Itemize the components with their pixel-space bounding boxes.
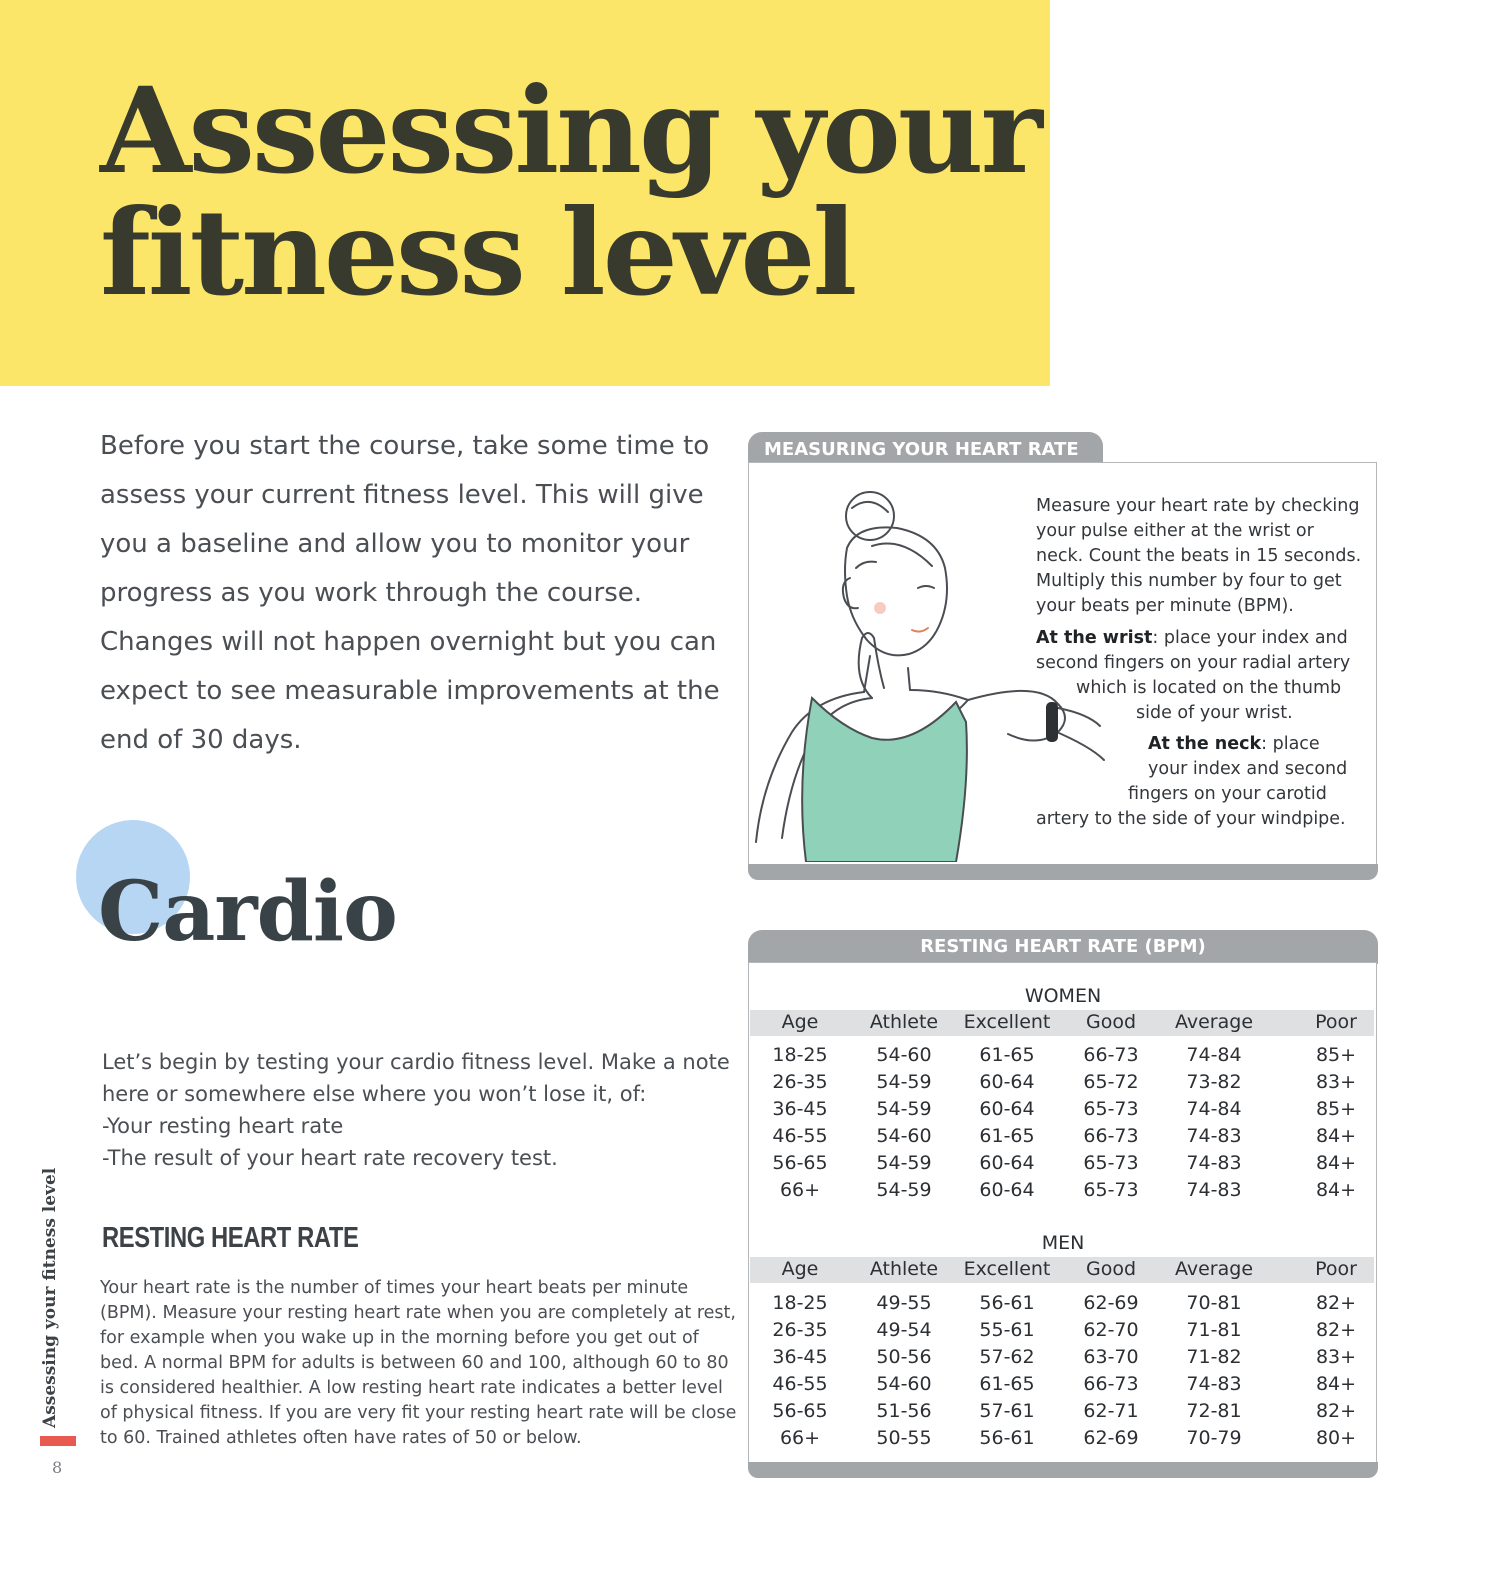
table-cell: 84+ — [1315, 1152, 1357, 1174]
cardio-intro-line: -The result of your heart rate recovery test. — [102, 1146, 558, 1170]
table-cell: 82+ — [1315, 1292, 1357, 1314]
table-cell: 61-65 — [979, 1373, 1035, 1395]
table-cell: 60-64 — [979, 1179, 1035, 1201]
table-cell: 74-83 — [1186, 1179, 1242, 1201]
table-cell: 84+ — [1315, 1179, 1357, 1201]
table-cell: 26-35 — [772, 1319, 828, 1341]
table-cell: 54-60 — [876, 1373, 932, 1395]
column-header: Average — [1174, 1258, 1254, 1280]
column-header: Good — [1085, 1011, 1137, 1033]
table-cell: 66-73 — [1083, 1125, 1139, 1147]
table-cell: 54-59 — [876, 1179, 932, 1201]
cardio-intro-line: here or somewhere else where you won’t lose it, of: — [102, 1082, 647, 1106]
table-cell: 65-73 — [1083, 1098, 1139, 1120]
table-cell: 26-35 — [772, 1071, 828, 1093]
column-header: Athlete — [869, 1258, 939, 1280]
table-cell: 82+ — [1315, 1400, 1357, 1422]
table-cell: 61-65 — [979, 1125, 1035, 1147]
table-cell: 82+ — [1315, 1319, 1357, 1341]
table-cell: 54-59 — [876, 1071, 932, 1093]
measure-line: Multiply this number by four to get — [1036, 571, 1342, 591]
table-cell: 49-55 — [876, 1292, 932, 1314]
column-header: Excellent — [963, 1258, 1051, 1280]
table-cell: 84+ — [1315, 1373, 1357, 1395]
measure-line: your pulse either at the wrist or — [1036, 521, 1314, 541]
table-cell: 57-61 — [979, 1400, 1035, 1422]
table-cell: 56-65 — [772, 1152, 828, 1174]
column-header: Age — [781, 1011, 819, 1033]
wrist-label: At the wrist — [1036, 628, 1153, 648]
table-title: RESTING HEART RATE (BPM) — [748, 930, 1378, 964]
intro-paragraph: Before you start the course, take some time to assess your current fitness level. This will give you a baseline and allow you to monitor your progress as you work through the course. Changes will not happen overnight but you can expect to see measurable improvements at the end of 30 days. — [100, 431, 720, 755]
table-cell: 54-59 — [876, 1152, 932, 1174]
table-cell: 83+ — [1315, 1071, 1357, 1093]
column-header: Age — [781, 1258, 819, 1280]
table-cell: 66-73 — [1083, 1373, 1139, 1395]
measure-line: your beats per minute (BPM). — [1036, 596, 1294, 616]
table-cell: 74-84 — [1186, 1098, 1242, 1120]
wrist-line: second fingers on your radial artery — [1036, 653, 1351, 673]
resting-heart-rate-body: Your heart rate is the number of times your heart beats per minute (BPM). Measure your resting heart rate when you are completely at rest, for example when you wake up in the morning before you get out of bed. A normal BPM for adults is between 60 and 100, although 60 to 80 is considered healthier. A low resting heart rate indicates a better level of physical fitness. If you are very fit your resting heart rate will be close to 60. Trained athletes often have rates of 50 or below. — [100, 1278, 737, 1448]
wrist-line: which is located on the thumb — [1076, 678, 1342, 698]
table-cell: 74-83 — [1186, 1152, 1242, 1174]
column-header: Athlete — [869, 1011, 939, 1033]
table-cell: 56-61 — [979, 1292, 1035, 1314]
neck-line: : place — [1261, 734, 1320, 754]
table-cell: 36-45 — [772, 1098, 828, 1120]
table-cell: 54-60 — [876, 1125, 932, 1147]
column-header: Excellent — [963, 1011, 1051, 1033]
table-cell: 46-55 — [772, 1125, 828, 1147]
neck-line: artery to the side of your windpipe. — [1036, 809, 1346, 829]
table-cell: 62-69 — [1083, 1427, 1139, 1449]
measure-box-title: MEASURING YOUR HEART RATE — [748, 432, 1103, 464]
table-footer — [748, 1462, 1378, 1478]
table-cell: 74-84 — [1186, 1044, 1242, 1066]
neck-line: fingers on your carotid — [1128, 784, 1327, 804]
table-cell: 65-72 — [1083, 1071, 1139, 1093]
column-header: Average — [1174, 1011, 1254, 1033]
table-cell: 18-25 — [772, 1044, 828, 1066]
table-cell: 80+ — [1315, 1427, 1357, 1449]
page-title — [100, 61, 1040, 322]
table-cell: 85+ — [1315, 1044, 1357, 1066]
measure-line: Measure your heart rate by checking — [1036, 496, 1360, 516]
cardio-intro-line: Let’s begin by testing your cardio fitness level. Make a note — [102, 1050, 730, 1074]
table-cell: 62-70 — [1083, 1319, 1139, 1341]
side-running-label: Assessing your fitness level — [40, 1167, 60, 1428]
neck-label: At the neck — [1148, 734, 1262, 754]
table-cell: 51-56 — [876, 1400, 932, 1422]
women-label: WOMEN — [1024, 985, 1102, 1007]
table-cell: 46-55 — [772, 1373, 828, 1395]
table-cell: 56-65 — [772, 1400, 828, 1422]
table-cell: 62-69 — [1083, 1292, 1139, 1314]
table-cell: 65-73 — [1083, 1152, 1139, 1174]
cardio-heading: Cardio — [98, 864, 397, 960]
resting-heart-rate-heading: RESTING HEART RATE — [102, 1222, 359, 1254]
neck-line: your index and second — [1148, 759, 1348, 779]
table-cell: 50-55 — [876, 1427, 932, 1449]
wrist-line: side of your wrist. — [1136, 703, 1293, 723]
table-cell: 18-25 — [772, 1292, 828, 1314]
table-cell: 36-45 — [772, 1346, 828, 1368]
table-cell: 66+ — [779, 1427, 821, 1449]
table-cell: 60-64 — [979, 1071, 1035, 1093]
table-cell: 60-64 — [979, 1098, 1035, 1120]
page-number: 8 — [52, 1458, 63, 1477]
table-cell: 54-60 — [876, 1044, 932, 1066]
table-cell: 66-73 — [1083, 1044, 1139, 1066]
column-header: Poor — [1315, 1258, 1357, 1280]
table-cell: 65-73 — [1083, 1179, 1139, 1201]
table-cell: 60-64 — [979, 1152, 1035, 1174]
table-cell: 62-71 — [1083, 1400, 1139, 1422]
table-cell: 66+ — [779, 1179, 821, 1201]
table-cell: 63-70 — [1083, 1346, 1139, 1368]
table-cell: 74-83 — [1186, 1125, 1242, 1147]
table-cell: 70-79 — [1186, 1427, 1242, 1449]
table-cell: 61-65 — [979, 1044, 1035, 1066]
side-accent-bar — [40, 1436, 76, 1446]
measure-box-footer — [748, 864, 1378, 880]
neck-instructions — [1148, 732, 1320, 757]
men-label: MEN — [1041, 1232, 1085, 1254]
table-cell: 85+ — [1315, 1098, 1357, 1120]
table-cell: 55-61 — [979, 1319, 1035, 1341]
table-cell: 73-82 — [1186, 1071, 1242, 1093]
cardio-intro-line: -Your resting heart rate — [102, 1114, 344, 1138]
column-header: Poor — [1315, 1011, 1357, 1033]
cardio-intro — [102, 1046, 742, 1174]
table-cell: 83+ — [1315, 1346, 1357, 1368]
table-cell: 54-59 — [876, 1098, 932, 1120]
table-cell: 49-54 — [876, 1319, 932, 1341]
table-cell: 70-81 — [1186, 1292, 1242, 1314]
table-cell: 57-62 — [979, 1346, 1035, 1368]
wrist-instructions — [1036, 626, 1350, 676]
measure-text-block — [1036, 494, 1361, 619]
page-title-line1: Assessing your — [100, 61, 1040, 200]
table-cell: 50-56 — [876, 1346, 932, 1368]
measure-line: neck. Count the beats in 15 seconds. — [1036, 546, 1362, 566]
wrist-line: : place your index and — [1152, 628, 1348, 648]
table-cell: 71-82 — [1186, 1346, 1242, 1368]
page-title-line2: fitness level — [100, 183, 855, 322]
table-cell: 56-61 — [979, 1427, 1035, 1449]
table-cell: 71-81 — [1186, 1319, 1242, 1341]
table-cell: 74-83 — [1186, 1373, 1242, 1395]
column-header: Good — [1085, 1258, 1137, 1280]
table-cell: 72-81 — [1186, 1400, 1242, 1422]
table-cell: 84+ — [1315, 1125, 1357, 1147]
